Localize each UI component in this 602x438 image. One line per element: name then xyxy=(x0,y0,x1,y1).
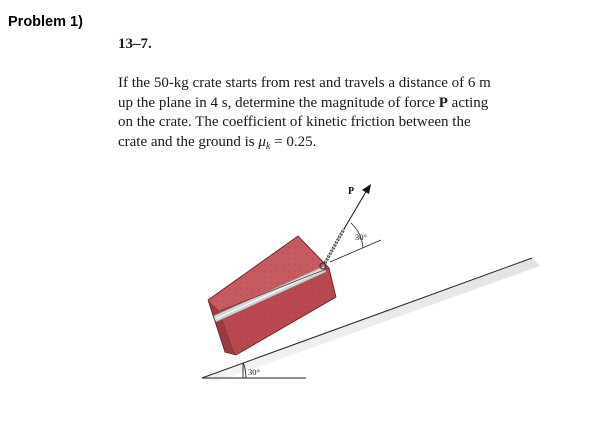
problem-heading: Problem 1) xyxy=(8,14,83,30)
mu-symbol: μ xyxy=(258,133,266,150)
statement-line-3: on the crate. The coefficient of kinetic friction between the xyxy=(118,114,471,130)
statement-line-1: If the 50-kg crate starts from rest and travels a distance of 6 m xyxy=(118,75,491,91)
statement-line-2-start: up the plane in 4 s, determine the magnitude of force xyxy=(118,94,439,111)
mu-subscript: k xyxy=(265,140,271,152)
force-label: P xyxy=(348,186,355,197)
rope-cable-core xyxy=(325,229,344,263)
problem-number: 13–7. xyxy=(118,36,152,52)
statement-line-2-end: acting xyxy=(447,94,489,111)
force-arrow-head xyxy=(362,184,371,194)
incline-angle-label: 30° xyxy=(248,367,260,377)
force-angle-label: 30° xyxy=(355,232,367,242)
statement-line-4-end: = 0.25. xyxy=(270,133,317,150)
force-symbol: P xyxy=(438,94,448,111)
statement-line-4-start: crate and the ground is xyxy=(118,133,259,150)
